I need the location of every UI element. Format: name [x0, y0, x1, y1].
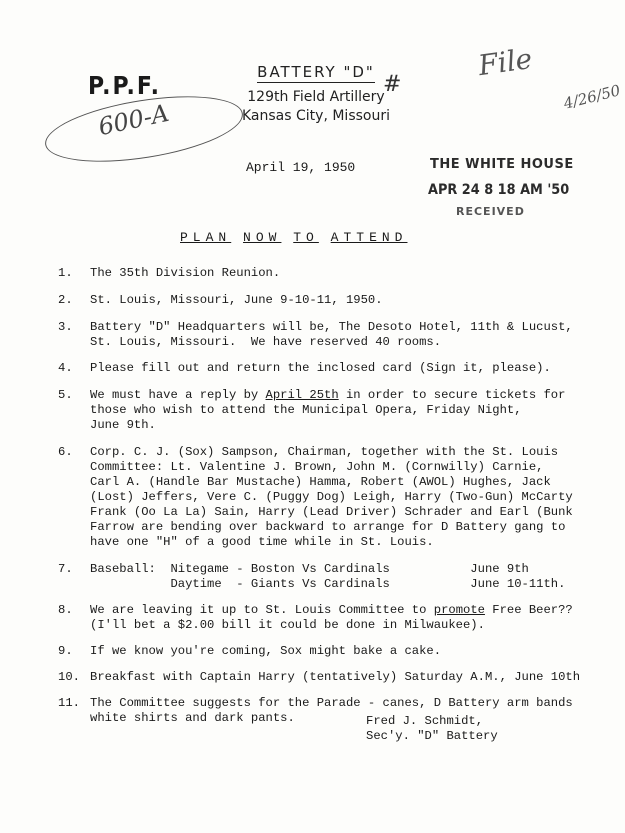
list-item	[58, 562, 578, 592]
item-number: 9.	[58, 644, 73, 658]
item-line: Carl A. (Handle Bar Mustache) Hamma, Robert (AWOL) Hughes, Jack	[90, 475, 551, 489]
list-item	[58, 388, 578, 433]
list-item	[58, 266, 578, 281]
list-item	[58, 670, 581, 685]
signer-title: Sec'y. "D" Battery	[366, 729, 498, 743]
stamp-datetime: APR 24 8 18 AM '50	[428, 182, 570, 198]
heading-word: NOW	[243, 230, 282, 245]
stamp-org: THE WHITE HOUSE	[430, 157, 574, 172]
underlined-date: April 25th	[265, 388, 339, 402]
signer-name: Fred J. Schmidt,	[366, 714, 484, 728]
item-line: June 9th.	[90, 418, 156, 432]
item-line: Baseball: Nitegame - Boston Vs Cardinals June 9th	[90, 562, 529, 576]
item-line: We must have a reply by	[90, 388, 266, 402]
item-line: (I'll bet a $2.00 bill it could be done in Milwaukee).	[90, 618, 485, 632]
list-item	[58, 320, 578, 350]
item-line: Frank (Oo La La) Sain, Harry (Lead Driver) Schrader and Earl (Bunk	[90, 505, 573, 519]
letterhead-city: Kansas City, Missouri	[242, 108, 390, 124]
list-item	[58, 293, 578, 308]
item-line: Free Beer??	[484, 603, 573, 617]
item-line: have one "H" of a good time while in St. Louis.	[90, 535, 434, 549]
ppf-annotation: P.P.F.	[88, 72, 162, 101]
item-number: 6.	[58, 445, 73, 459]
item-number: 5.	[58, 388, 73, 402]
item-line: The Committee suggests for the Parade - canes, D Battery arm bands	[90, 696, 573, 710]
item-number: 8.	[58, 603, 73, 617]
item-number: 11.	[58, 696, 80, 710]
item-list	[58, 266, 581, 726]
heading-word: TO	[293, 230, 319, 245]
file-date-handwritten: 4/26/50	[561, 81, 623, 113]
page-heading	[180, 230, 407, 245]
letterhead-unit: 129th Field Artillery	[247, 89, 385, 105]
item-number: 1.	[58, 266, 73, 280]
item-line: St. Louis, Missouri, June 9-10-11, 1950.	[90, 293, 383, 307]
item-line: The 35th Division Reunion.	[90, 266, 281, 280]
heading-word: PLAN	[180, 230, 232, 245]
stamp-label: RECEIVED	[456, 205, 525, 218]
file-note-handwritten: File	[476, 41, 535, 83]
underlined-word: promote	[433, 603, 485, 617]
item-line: those who wish to attend the Municipal Opera, Friday Night,	[90, 403, 522, 417]
list-item	[58, 696, 578, 726]
item-line: St. Louis, Missouri. We have reserved 40 rooms.	[90, 335, 442, 349]
item-number: 7.	[58, 562, 73, 576]
list-item	[58, 644, 578, 659]
item-number: 10.	[58, 670, 80, 684]
item-line: Committee: Lt. Valentine J. Brown, John M. (Cornwilly) Carnie,	[90, 460, 544, 474]
circled-number: 600-A	[95, 98, 172, 142]
item-line: Breakfast with Captain Harry (tentatively) Saturday A.M., June 10th	[90, 670, 581, 684]
list-item	[58, 445, 578, 550]
hash-mark: #	[383, 72, 402, 97]
item-line: in order to secure tickets for	[338, 388, 566, 402]
received-stamp	[430, 157, 582, 218]
item-number: 2.	[58, 293, 73, 307]
list-item	[58, 603, 578, 633]
letterhead-title: BATTERY "D"	[257, 63, 375, 81]
item-line: We are leaving it up to St. Louis Committee to	[90, 603, 434, 617]
item-line: (Lost) Jeffers, Vere C. (Puggy Dog) Leigh, Harry (Two-Gun) McCarty	[90, 490, 573, 504]
signature-block	[366, 714, 498, 744]
item-line: Corp. C. J. (Sox) Sampson, Chairman, together with the St. Louis	[90, 445, 559, 459]
item-line: Farrow are bending over backward to arrange for D Battery gang to	[90, 520, 566, 534]
item-line: Please fill out and return the inclosed card (Sign it, please).	[90, 361, 551, 375]
item-number: 3.	[58, 320, 73, 334]
item-number: 4.	[58, 361, 73, 375]
heading-word: ATTEND	[330, 230, 408, 245]
list-item	[58, 361, 578, 376]
item-line: Battery "D" Headquarters will be, The Desoto Hotel, 11th & Lucust,	[90, 320, 573, 334]
letter-date: April 19, 1950	[246, 160, 356, 175]
item-line: white shirts and dark pants.	[90, 711, 295, 725]
item-line: Daytime - Giants Vs Cardinals June 10-11th.	[90, 577, 566, 591]
item-line: If we know you're coming, Sox might bake a cake.	[90, 644, 442, 658]
